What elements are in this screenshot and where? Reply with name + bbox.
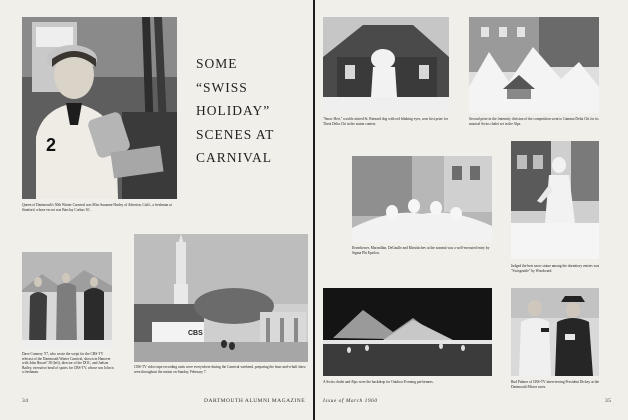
cbs-interview-photo xyxy=(511,288,599,376)
issue-footer: Issue of March 1960 xyxy=(323,398,378,404)
summit-leaders-statue-photo xyxy=(352,156,492,242)
left-page xyxy=(0,0,313,420)
cbs-tv-photo xyxy=(134,234,308,362)
title-line: CARNIVAL xyxy=(196,150,273,165)
cbs-caption: CBS-TV video tape recording units were everywhere during the Carnival weekend, preparing the hour-and-a-half show seen throughout the nation on Sunday, February 7. xyxy=(134,365,306,374)
best-dormitory-statue-photo xyxy=(511,141,599,259)
swiss-chalet-photo xyxy=(469,17,599,113)
title-line: SCENES AT xyxy=(196,126,275,142)
article-title xyxy=(196,52,296,170)
title-line: SOME xyxy=(196,56,238,71)
snow-heir-statue-photo xyxy=(323,17,449,113)
second-prize-caption: Second prize in the fraternity division of the competition went to Gamma Delta Chi for its musical Swiss chalet set in the Alps. xyxy=(469,117,599,126)
best-statue-caption: Judged the best snow statue among the dormitory entries was "Swisgruttle" by Woodward. xyxy=(511,264,600,273)
carnival-queen-photo xyxy=(22,17,177,199)
title-line: HOLIDAY” xyxy=(196,103,271,118)
three-men-photo xyxy=(22,252,112,348)
right-page-number: 35 xyxy=(605,398,612,404)
cbs-truck-sign: CBS xyxy=(188,330,203,337)
right-page xyxy=(315,0,628,420)
left-page-number: 34 xyxy=(22,398,29,404)
interview-caption: Bud Palmer of CBS-TV interviewing President Dickey at the Dartmouth Mirror races. xyxy=(511,380,599,389)
title-line: “SWISS xyxy=(196,79,248,95)
magazine-name-footer: DARTMOUTH ALUMNI MAGAZINE xyxy=(204,398,306,404)
outdoor-evening-caption: A Swiss chalet and Alps were the backdrop for Outdoor Evening performers. xyxy=(323,380,434,384)
group-caption: Dave Connery '57, who wrote the script for the CBS-TV telecast of the Dartmouth Winter Carnival, shown in Hanover with John Russel '38 (left), director of the DOC, and Judson Bailey, executive head of sports for CBS-TV, whose son John is a freshman. xyxy=(22,352,114,375)
snow-heir-caption: "Snow Heir," a noble attired St. Bernard dog with red blinking eyes, won first prize for Theta Delta Chi in the statue contest. xyxy=(323,117,448,126)
queen-caption: Queen of Dartmouth's 50th Winter Carnival was Miss Suzanne Hurley of Atherton, Calif., a freshman at Stanford, whose escort was Barclay Corbus '61. xyxy=(22,203,172,212)
sweater-number: 2 xyxy=(46,135,57,155)
outdoor-evening-photo xyxy=(323,288,492,376)
summit-leaders-caption: Eisenhower, Macmillan, DeGaulle and Khrushchev at the summit was a well-executed entry by Sigma Phi Epsilon. xyxy=(352,246,490,255)
